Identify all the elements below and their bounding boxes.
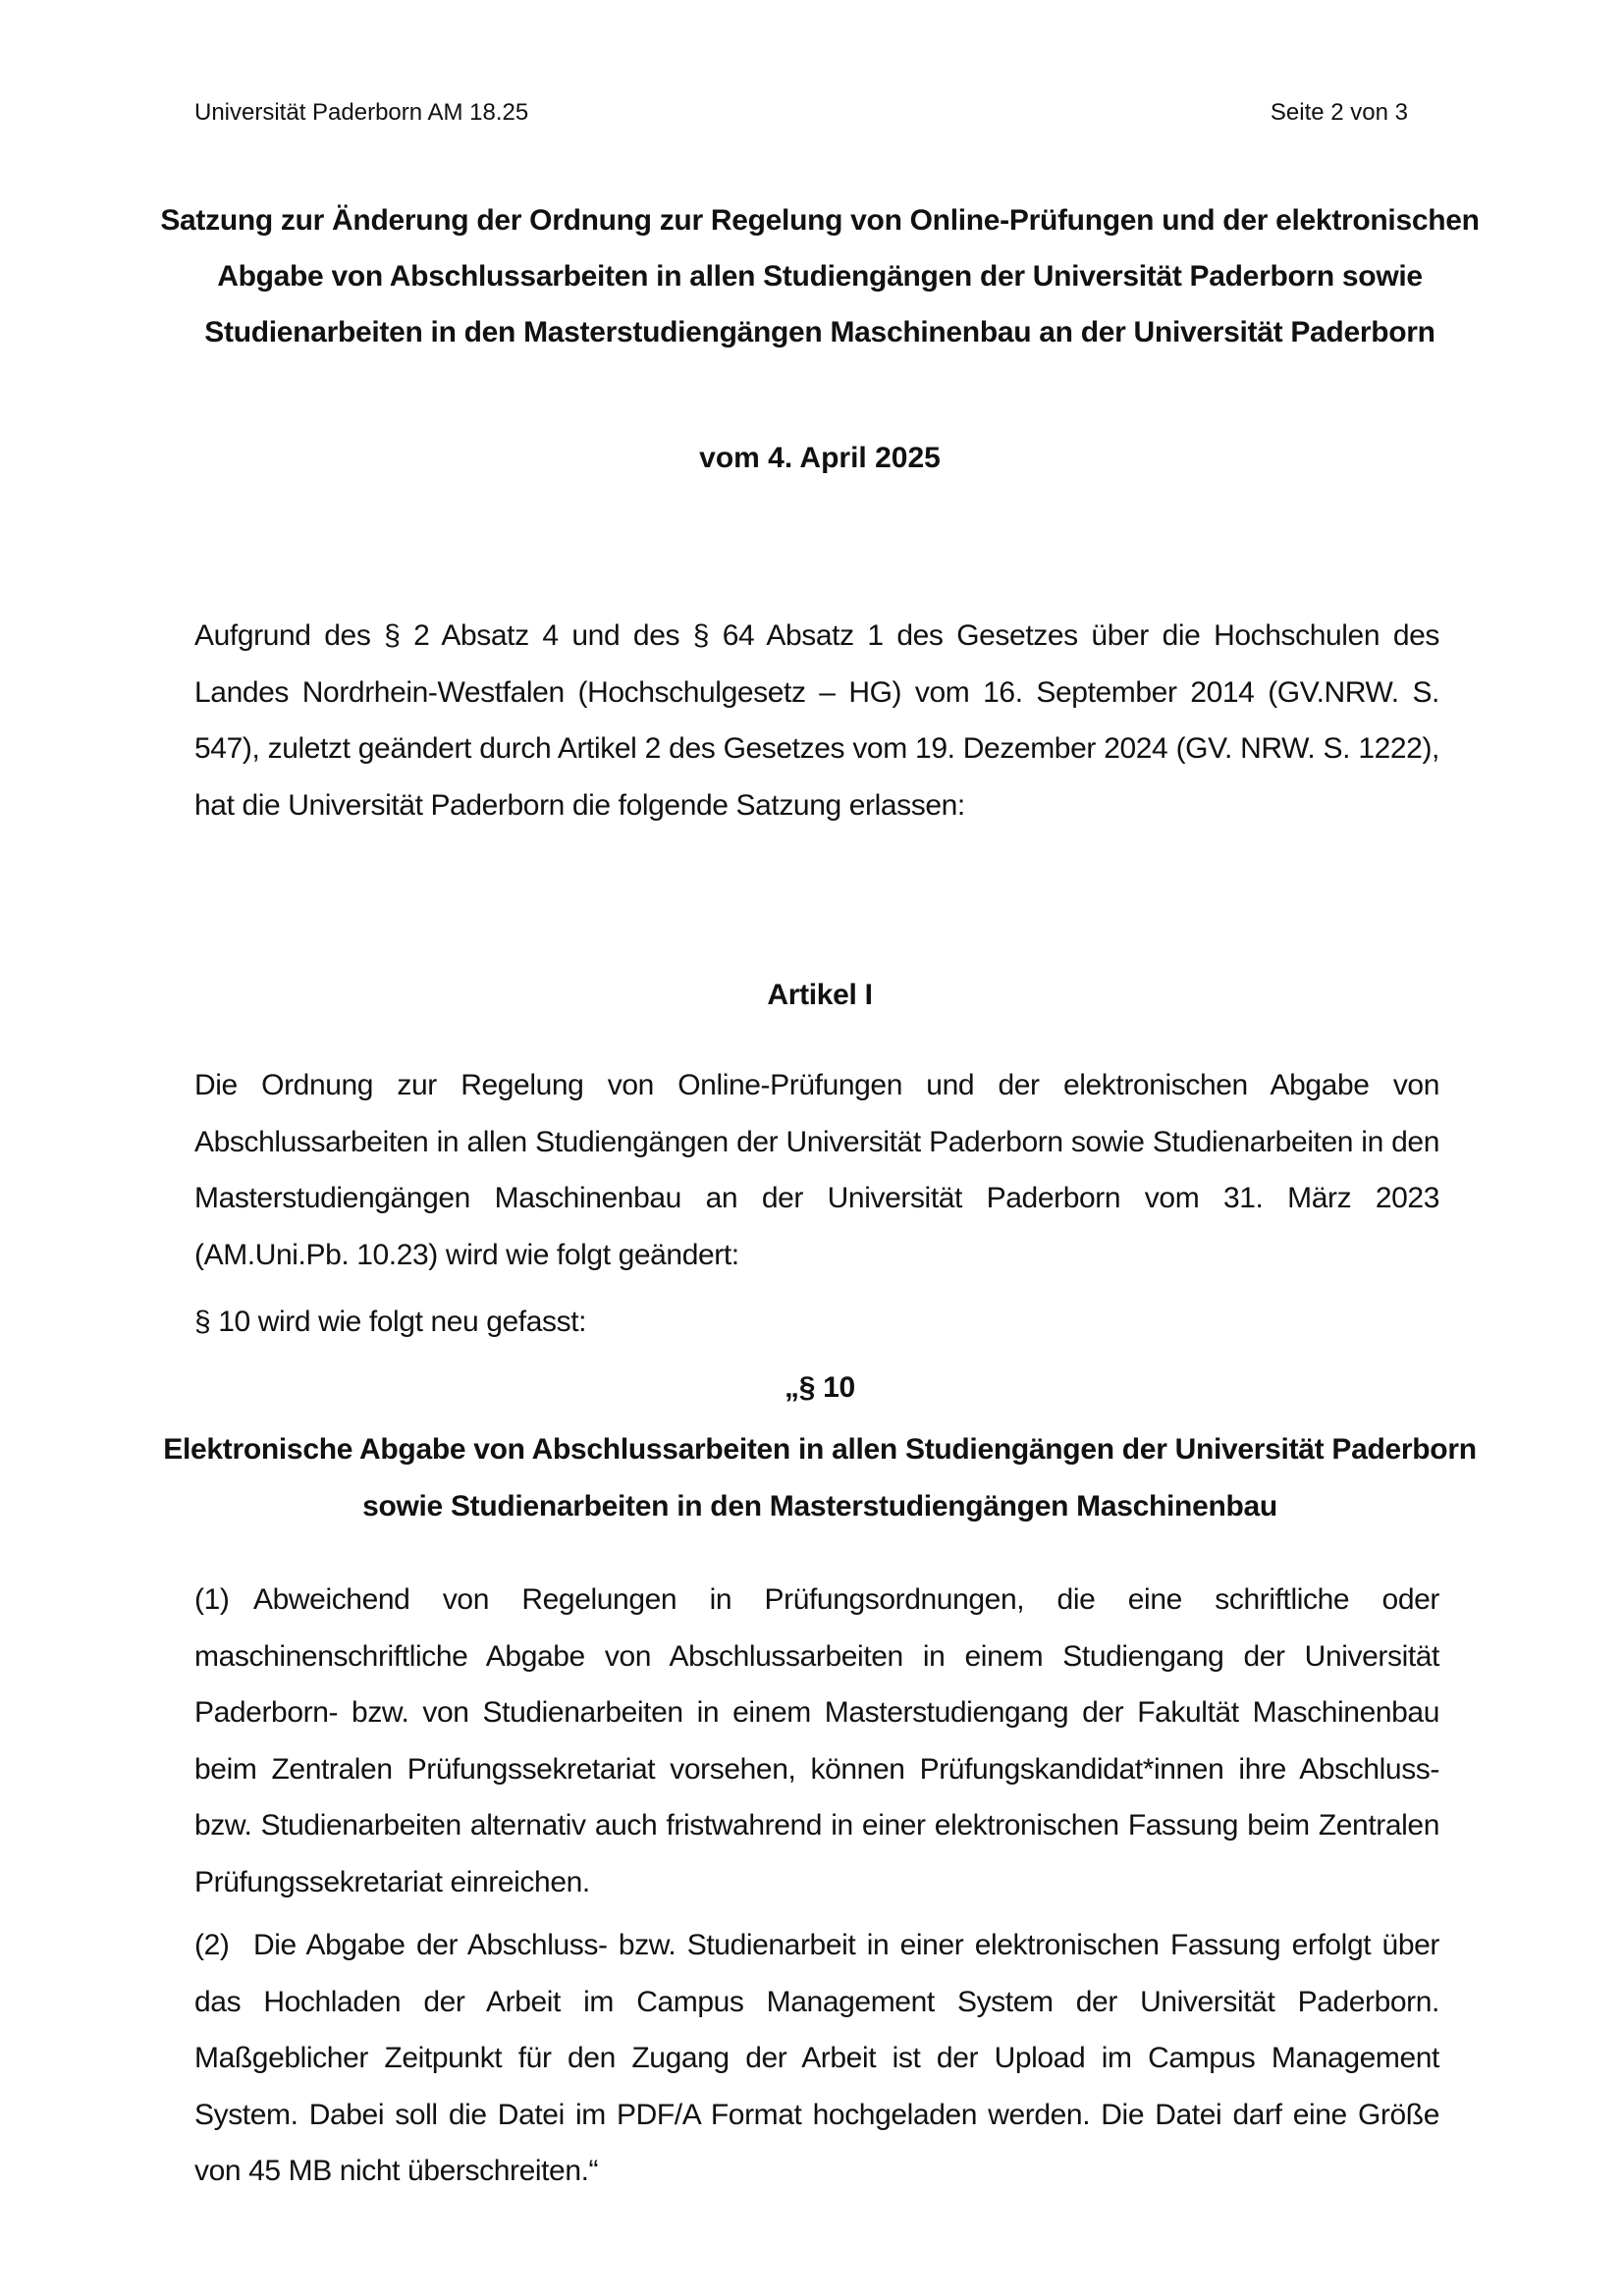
intro-paragraph: Aufgrund des § 2 Absatz 4 und des § 64 Absatz 1 des Gesetzes über die Hochschulen des Landes Nordrhein-Westfalen (Hochschulgesetz – HG) vom 16. September 2014 (GV.NRW. S. 547), zuletzt geändert durch Artikel 2 des Gesetzes vom 19. Dezember 2024 (GV. NRW. S. 1222), hat die Universität Paderborn die folgende Satzung erlassen:	[194, 619, 1439, 822]
section-paragraph-1	[194, 1572, 1439, 1911]
section-number: „§ 10	[785, 1371, 855, 1404]
header-page-number: Seite 2 von 3	[1270, 99, 1408, 126]
document-title: Satzung zur Änderung der Ordnung zur Regelung von Online-Prüfungen und der elektronischen Abgabe von Abschlussarbeiten in allen Studiengängen der Universität Paderborn sowie Studienarbeiten in den Masterstudiengängen Maschinenbau an der Universität Paderborn	[160, 204, 1480, 348]
paragraph-text: Abweichend von Regelungen in Prüfungsordnungen, die eine schriftliche oder maschinenschriftliche Abgabe von Abschlussarbeiten in einem Studiengang der Universität Paderborn- bzw. von Studienarbeiten in einem Masterstudiengang der Fakultät Maschinenbau beim Zentralen Prüfungssekretariat vorsehen, können Prüfungskandidat*innen ihre Abschluss- bzw. Studienarbeiten alternativ auch fristwahrend in einer elektronischen Fassung beim Zentralen Prüfungssekretariat einreichen.	[194, 1583, 1439, 1898]
paragraph-number: (2)	[194, 1929, 230, 1961]
section-paragraph-2	[194, 1917, 1439, 2200]
article-paragraph: Die Ordnung zur Regelung von Online-Prüfungen und der elektronischen Abgabe von Abschlussarbeiten in allen Studiengängen der Universität Paderborn sowie Studienarbeiten in den Masterstudiengängen Maschinenbau an der Universität Paderborn vom 31. März 2023 (AM.Uni.Pb. 10.23) wird wie folgt geändert:	[194, 1069, 1439, 1271]
header-institution: Universität Paderborn AM 18.25	[194, 99, 529, 126]
section-title: Elektronische Abgabe von Abschlussarbeiten in allen Studiengängen der Universität Paderborn sowie Studienarbeiten in den Masterstudiengängen Maschinenbau	[163, 1433, 1477, 1522]
paragraph-number: (1)	[194, 1583, 230, 1616]
paragraph-text: Die Abgabe der Abschluss- bzw. Studienarbeit in einer elektronischen Fassung erfolgt über das Hochladen der Arbeit im Campus Management System der Universität Paderborn. Maßgeblicher Zeitpunkt für den Zugang der Arbeit ist der Upload im Campus Management System. Dabei soll die Datei im PDF/A Format hochgeladen werden. Die Datei darf eine Größe von 45 MB nicht überschreiten.“	[194, 1929, 1439, 2188]
amendment-line: § 10 wird wie folgt neu gefasst:	[194, 1306, 587, 1338]
document-date: vom 4. April 2025	[699, 442, 941, 474]
article-heading: Artikel I	[767, 979, 873, 1011]
